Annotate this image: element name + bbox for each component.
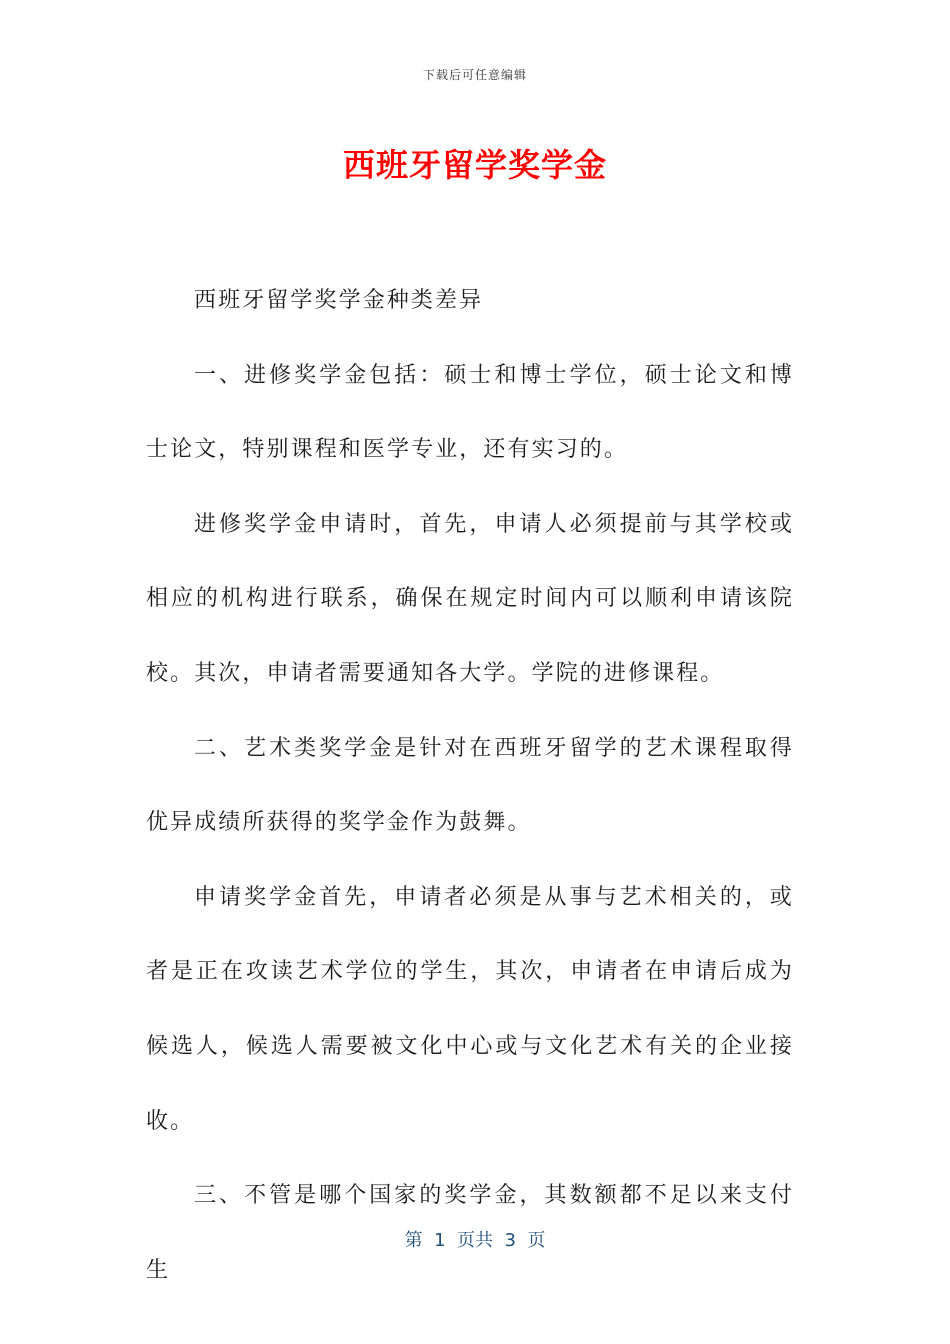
paragraph-1: 一、进修奖学金包括：硕士和博士学位，硕士论文和博士论文，特别课程和医学专业，还有实习的。	[146, 362, 794, 463]
document-title: 西班牙留学奖学金	[342, 146, 607, 184]
header-note: 下载后可任意编辑	[422, 68, 527, 82]
document-body	[146, 264, 794, 1308]
paragraph-3: 二、艺术类奖学金是针对在西班牙留学的艺术课程取得优异成绩所获得的奖学金作为鼓舞。	[146, 735, 794, 836]
paragraph-4: 申请奖学金首先，申请者必须是从事与艺术相关的，或者是正在攻读艺术学位的学生，其次，申请者在申请后成为候选人，候选人需要被文化中心或与文化艺术有关的企业接收。	[146, 884, 794, 1134]
page-number-footer: 第 1 页共 3 页	[404, 1230, 546, 1251]
paragraph-subtitle: 西班牙留学奖学金种类差异	[194, 288, 484, 313]
paragraph-2: 进修奖学金申请时，首先，申请人必须提前与其学校或相应的机构进行联系，确保在规定时间内可以顺利申请该院校。其次，申请者需要通知各大学。学院的进修课程。	[146, 511, 794, 686]
paragraph-5: 三、不管是哪个国家的奖学金，其数额都不足以来支付生	[146, 1183, 794, 1283]
